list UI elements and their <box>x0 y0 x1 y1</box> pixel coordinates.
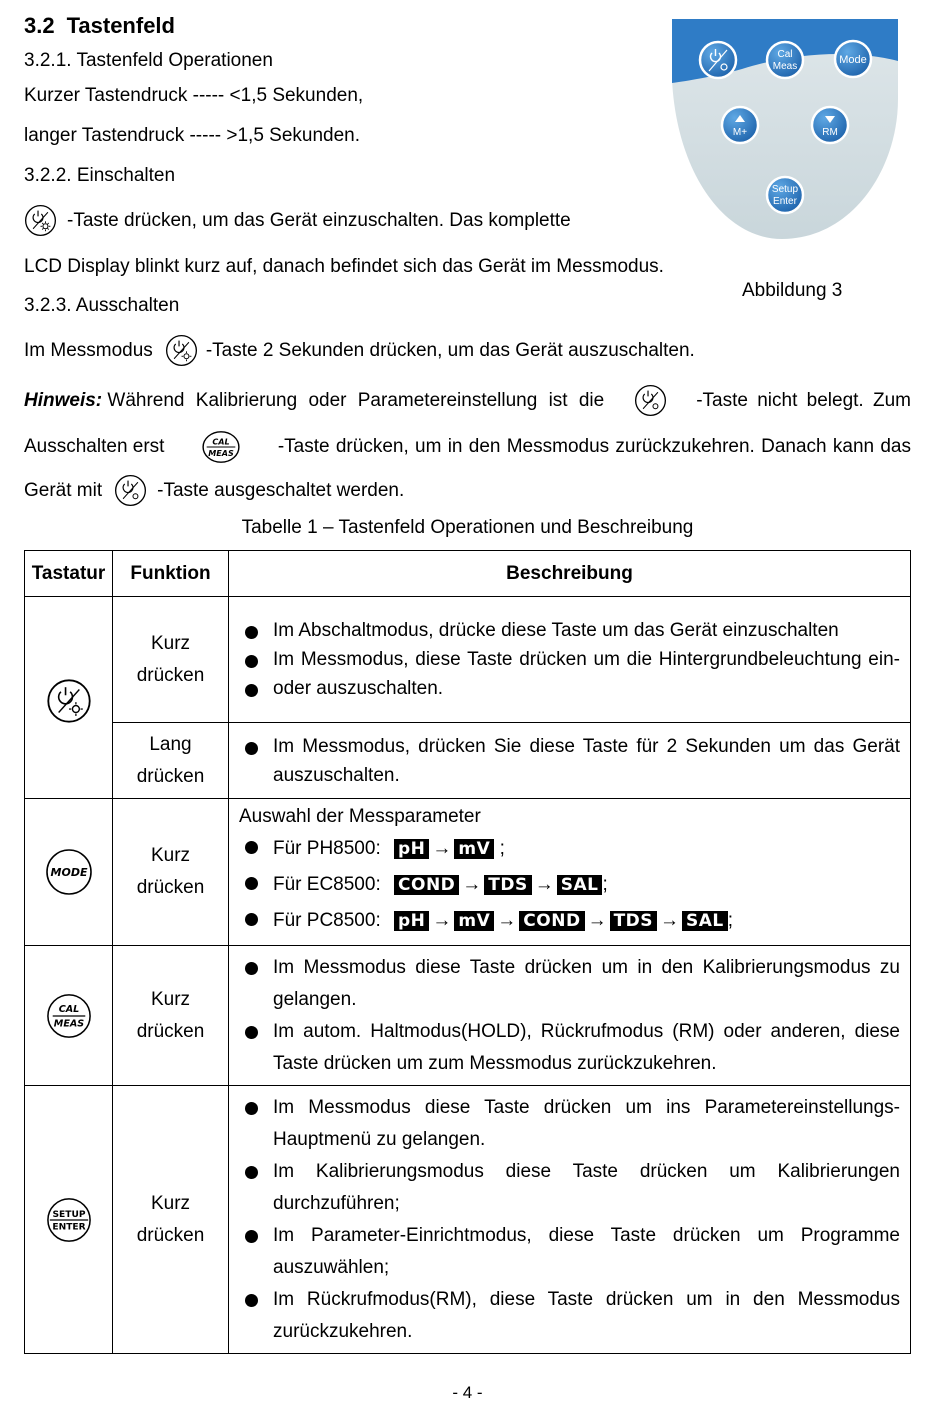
druecken-text: drücken <box>136 1020 205 1042</box>
mode-desc <box>229 799 911 946</box>
keypad-enter-label: Enter <box>773 196 797 207</box>
kurz-text: Kurz <box>150 632 191 654</box>
arrow: → <box>462 874 482 895</box>
power-off-line <box>24 334 695 367</box>
mode-line-pc8500 <box>239 903 900 939</box>
meas-label: MEAS <box>53 1018 84 1030</box>
keypad-mode-label: Mode <box>839 54 867 66</box>
param-sal: SAL <box>682 911 728 931</box>
list-item: Im Messmodus diese Taste drücken um ins Parametereinstellungs-Hauptmenü zu gelangen. <box>239 1092 900 1156</box>
table-row-cal-meas <box>25 946 911 1086</box>
list-item: Im Rückrufmodus(RM), diese Taste drücken um in den Messmodus zurückzukehren. <box>239 1284 900 1348</box>
mode-line-label: Für PC8500: <box>273 910 381 931</box>
meas-label: MEAS <box>208 448 234 458</box>
druecken-text: drücken <box>136 765 205 787</box>
cal-meas-key-icon <box>46 993 92 1039</box>
table-header-row <box>25 551 911 597</box>
arrow: → <box>432 838 452 859</box>
section-title <box>24 13 175 39</box>
table-row-mode <box>25 799 911 946</box>
arrow: → <box>660 910 680 931</box>
param-sal: SAL <box>557 875 603 895</box>
keypad-meas-label: Meas <box>772 61 798 72</box>
hint-l2-pre: Ausschalten erst <box>24 436 165 457</box>
kurz-text: Kurz <box>150 845 191 866</box>
hint-l3-post: -Taste ausgeschaltet werden. <box>157 479 405 501</box>
table-row-setup-enter <box>25 1086 911 1354</box>
mode-line-ec8500 <box>239 867 900 903</box>
power-key-cell <box>25 597 113 799</box>
header-tastatur: Tastatur <box>25 551 113 597</box>
hint-label: Hinweis: <box>24 389 103 411</box>
long-press-line: langer Tastendruck ----- >1,5 Sekunden. <box>24 125 361 146</box>
cal-label: CAL <box>58 1003 79 1015</box>
list-item <box>239 645 900 674</box>
param-cond: COND <box>519 911 584 931</box>
figure-caption: Abbildung 3 <box>742 280 843 301</box>
cal-label: CAL <box>212 437 230 447</box>
header-funktion: Funktion <box>113 551 229 597</box>
param-tds: TDS <box>484 875 531 895</box>
hint-l1-pre: Während Kalibrierung oder Parametereinstellung ist die <box>107 389 605 411</box>
param-cond: COND <box>394 875 459 895</box>
list-item-text: Im Messmodus, diese Taste drücken um die Hintergrundbeleuchtung ein- <box>273 649 900 670</box>
mode-line-label: Für EC8500: <box>273 874 381 895</box>
cal-meas-key-cell <box>25 946 113 1086</box>
line-end: ; <box>727 910 734 931</box>
hint-l1-post: -Taste nicht belegt. Zum <box>696 389 911 411</box>
param-ph: pH <box>394 839 429 859</box>
function-short-press <box>113 597 229 723</box>
power-key-icon <box>46 678 92 724</box>
page-number: - 4 - <box>452 1383 483 1402</box>
cal-meas-button <box>767 42 803 78</box>
line-end: ; <box>602 874 608 895</box>
arrow: → <box>534 874 554 895</box>
setup-enter-key-cell <box>25 1086 113 1354</box>
table-row-power-short <box>25 597 911 723</box>
keypad-cal-label: Cal <box>777 49 793 60</box>
function-short-press <box>113 946 229 1086</box>
lang-text: Lang <box>149 733 192 755</box>
setup-enter-button <box>767 177 803 213</box>
mode-key-label: MODE <box>50 866 87 879</box>
heading-3-2-3: 3.2.3. Ausschalten <box>24 295 180 316</box>
mode-intro: Auswahl der Messparameter <box>239 806 481 827</box>
power-off-post: -Taste 2 Sekunden drücken, um das Gerät auszuschalten. <box>205 339 695 361</box>
mode-line-label: Für PH8500: <box>273 838 381 859</box>
hint-line-1 <box>24 384 911 417</box>
short-press-line: Kurzer Tastendruck ----- <1,5 Sekunden, <box>24 85 364 106</box>
arrow: → <box>497 910 517 931</box>
section-number: 3.2 <box>24 13 55 38</box>
power-on-text: -Taste drücken, um das Gerät einzuschalten. Das komplette <box>67 209 571 231</box>
power-off-pre: Im Messmodus <box>24 339 153 361</box>
keypad-setup-label: Setup <box>771 184 799 195</box>
param-mv: mV <box>454 839 494 859</box>
param-mv: mV <box>454 911 494 931</box>
power-button <box>700 42 736 78</box>
rm-button <box>812 107 848 143</box>
operations-table <box>24 550 911 1354</box>
heading-3-2-2: 3.2.2. Einschalten <box>24 165 176 186</box>
enter-label: ENTER <box>51 1222 86 1233</box>
keypad-illustration <box>672 19 900 241</box>
heading-3-2-1: 3.2.1. Tastenfeld Operationen <box>24 50 273 71</box>
cal-meas-key-icon <box>201 430 241 464</box>
power-key-icon <box>634 384 667 417</box>
m-plus-button <box>722 107 758 143</box>
power-short-desc <box>229 597 911 723</box>
keypad-mplus-label: M+ <box>732 127 748 138</box>
setup-enter-desc <box>229 1086 911 1354</box>
hint-line-2 <box>24 430 911 464</box>
list-item: Im Abschaltmodus, drücke diese Taste um das Gerät einzuschalten <box>239 616 900 645</box>
hint-line-3 <box>24 474 404 507</box>
param-tds: TDS <box>610 911 657 931</box>
power-on-line <box>24 204 571 237</box>
table-row-power-long <box>25 723 911 799</box>
druecken-text: drücken <box>136 664 205 686</box>
power-long-desc <box>229 723 911 799</box>
mode-key-icon <box>45 848 93 896</box>
hint-l3-pre: Gerät mit <box>24 479 103 501</box>
function-short-press <box>113 1086 229 1354</box>
list-item: Im Kalibrierungsmodus diese Taste drücken um Kalibrierungen durchzuführen; <box>239 1156 900 1220</box>
power-key-icon <box>165 334 198 367</box>
setup-enter-key-icon <box>46 1197 92 1243</box>
mode-button <box>835 41 871 77</box>
header-beschreibung: Beschreibung <box>229 551 911 597</box>
function-short-press <box>113 799 229 946</box>
param-ph: pH <box>394 911 429 931</box>
list-item: Im autom. Haltmodus(HOLD), Rückrufmodus (RM) oder anderen, diese Taste drücken um zum Messmodus zurückzukehren. <box>239 1016 900 1080</box>
mode-key-cell <box>25 799 113 946</box>
hint-l2-post: -Taste drücken, um in den Messmodus zurückzukehren. Danach kann das <box>277 436 911 457</box>
section-title-text: Tastenfeld <box>66 13 175 38</box>
power-key-icon <box>114 474 147 507</box>
druecken-text: drücken <box>136 1224 205 1246</box>
keypad-rm-label: RM <box>822 127 838 138</box>
table-caption: Tabelle 1 – Tastenfeld Operationen und Beschreibung <box>241 517 694 538</box>
mode-line-ph8500 <box>239 831 900 867</box>
cal-meas-desc <box>229 946 911 1086</box>
kurz-text: Kurz <box>150 988 191 1010</box>
list-item: Im Messmodus, drücken Sie diese Taste für 2 Sekunden um das Gerät auszuschalten. <box>239 732 900 790</box>
druecken-text: drücken <box>136 877 205 898</box>
line-end: ; <box>499 838 505 859</box>
list-item: oder auszuschalten. <box>239 674 900 703</box>
arrow: → <box>432 910 452 931</box>
arrow: → <box>587 910 607 931</box>
lcd-blink-line: LCD Display blinkt kurz auf, danach befindet sich das Gerät im Messmodus. <box>24 256 664 277</box>
list-item: Im Parameter-Einrichtmodus, diese Taste drücken um Programme auszuwählen; <box>239 1220 900 1284</box>
kurz-text: Kurz <box>150 1192 191 1214</box>
setup-label: SETUP <box>51 1209 86 1220</box>
power-key-icon <box>24 204 57 237</box>
function-long-press <box>113 723 229 799</box>
list-item: Im Messmodus diese Taste drücken um in den Kalibrierungsmodus zu gelangen. <box>239 952 900 1016</box>
